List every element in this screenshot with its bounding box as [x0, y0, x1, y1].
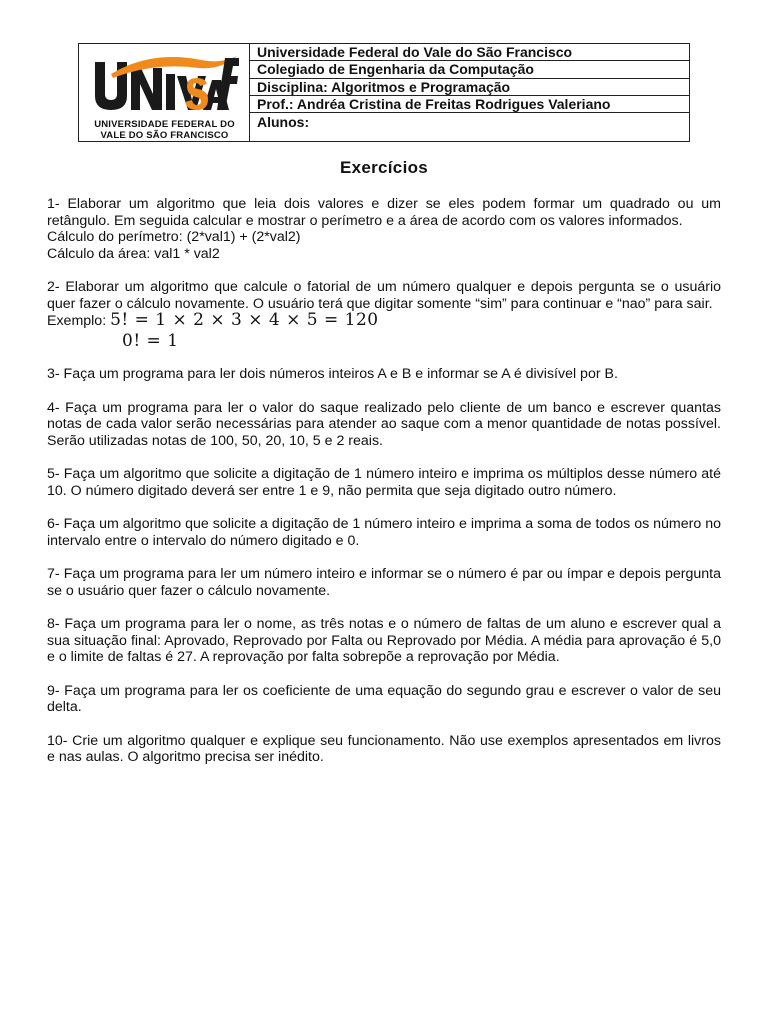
- exercise-4: [47, 400, 721, 450]
- exercise-5-text: 5- Faça um algoritmo que solicite a digitação de 1 número inteiro e imprima os múltiplos desse número até 10. O número digitado deverá ser entre 1 e 9, não permita que seja digitado outro número.: [47, 466, 721, 499]
- logo-caption-line2: VALE DO SÃO FRANCISCO: [100, 130, 229, 141]
- exercise-1-perimeter: Cálculo do perímetro: (2*val1) + (2*val2): [47, 229, 301, 245]
- exercise-8: [47, 616, 721, 666]
- exercise-5: [47, 466, 721, 499]
- exercise-4-text: 4- Faça um programa para ler o valor do saque realizado pelo cliente de um banco e escrever quantas notas de cada valor serão necessárias para atender ao saque com a menor quantidade de notas possível. Serão utilizadas notas de 100, 50, 20, 10, 5 e 2 reais.: [47, 399, 721, 449]
- exercise-9-text: 9- Faça um programa para ler os coeficiente de uma equação do segundo grau e escrever o valor de seu delta.: [47, 682, 721, 715]
- exercise-2: [47, 279, 721, 349]
- logo-caption-line1: UNIVERSIDADE FEDERAL DO: [94, 119, 235, 130]
- exercise-10: [47, 733, 721, 766]
- zero-factorial-formula: 0! = 1: [122, 330, 179, 351]
- exercise-10-text: 10- Crie um algoritmo qualquer e explique seu funcionamento. Não use exemplos apresentados em livros e nas aulas. O algoritmo precisa ser inédito.: [47, 732, 721, 765]
- page-title: Exercícios: [339, 158, 429, 177]
- exercise-7: [47, 566, 721, 599]
- exercise-9: [47, 683, 721, 716]
- exercise-1-area: Cálculo da área: val1 * val2: [47, 245, 220, 262]
- exercise-3: [47, 366, 721, 383]
- header-university: Universidade Federal do Vale do São Francisco: [250, 44, 689, 61]
- example-label: Exemplo:: [47, 313, 111, 329]
- logo-cell: [79, 44, 250, 141]
- exercise-2-text: 2- Elaborar um algoritmo que calcule o fatorial de um número qualquer e depois pergunta se o usuário quer fazer o cálculo novamente. O usuário terá que digitar somente “sim” para continuar e “nao” para sair.: [47, 279, 721, 312]
- header-alunos: Alunos:: [257, 114, 310, 130]
- header-colegiado: Colegiado de Engenharia da Computação: [250, 61, 689, 78]
- exercise-7-text: 7- Faça um programa para ler um número inteiro e informar se o número é par ou ímpar e depois pergunta se o usuário quer fazer o cálculo novamente.: [47, 566, 721, 599]
- exercise-3-text: 3- Faça um programa para ler dois números inteiros A e B e informar se A é divisível por B.: [47, 366, 618, 382]
- exercise-2-example: [47, 312, 721, 330]
- exercise-6: [47, 516, 721, 549]
- header-info: [250, 44, 689, 141]
- exercise-6-text: 6- Faça um algoritmo que solicite a digitação de 1 número inteiro e imprima a soma de todos os número no intervalo entre o intervalo do número digitado e 0.: [47, 516, 721, 549]
- header-professor: Prof.: Andréa Cristina de Freitas Rodrigues Valeriano: [250, 96, 689, 113]
- exercise-8-text: 8- Faça um programa para ler o nome, as três notas e o número de faltas de um aluno e escrever qual a sua situação final: Aprovado, Reprovado por Falta ou Reprovado por Média. A média para aprovação é 5,0 e o limite de faltas é 27. A reprovação por falta sobrepõe a reprovação por Média.: [47, 616, 721, 665]
- exercise-1-text: 1- Elaborar um algoritmo que leia dois valores e dizer se eles podem formar um quadrado ou um retângulo. Em seguida calcular e mostrar o perímetro e a área de acordo com os valores informados.: [47, 196, 721, 229]
- exercise-list: [47, 196, 721, 783]
- exercise-1: [47, 196, 721, 262]
- univasf-logo: [91, 54, 239, 116]
- factorial-formula: 5! = 1 × 2 × 3 × 4 × 5 = 120: [110, 310, 379, 330]
- header-disciplina: Disciplina: Algoritmos e Programação: [250, 79, 689, 96]
- header-table: [78, 43, 690, 142]
